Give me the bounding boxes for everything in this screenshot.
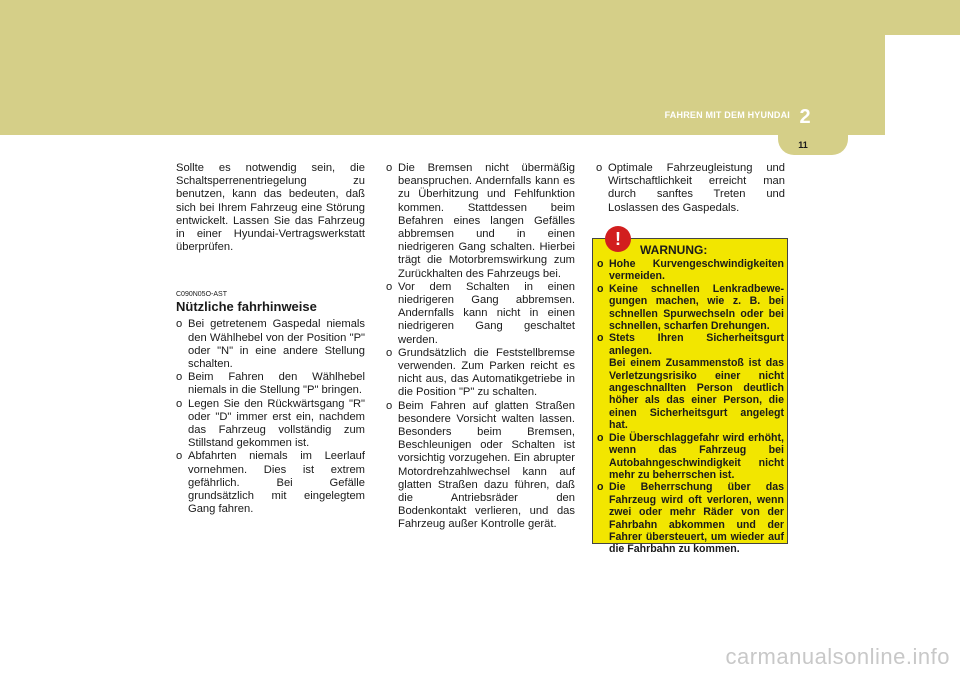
warning-item-text: Hohe Kurvengeschwindigkeiten vermeiden. xyxy=(609,258,784,283)
bullet-mark: o xyxy=(597,481,604,494)
bullet-mark: o xyxy=(386,162,393,174)
header-cutout xyxy=(885,35,960,135)
column-2 xyxy=(386,162,575,532)
bullet-mark: o xyxy=(597,431,604,444)
warning-item xyxy=(597,283,784,333)
intro-paragraph: Sollte es notwendig sein, die Schaltsperrenentriegelung zu benutzen, kann das bedeuten, daß sich bei Ihrem Fahrzeug eine Störung entwickelt. Lassen Sie das Fahrzeug in einer Hyundai-Vertragswerkstatt überprüfen. xyxy=(176,162,365,254)
list-item-text: Abfahrten niemals im Leerlauf vornehmen. Dies ist extrem gefährlich. Bei Gefälle grundsätzlich mit eingelegtem Gang fahren. xyxy=(188,450,365,516)
warning-item xyxy=(597,332,784,431)
list-item-text: Optimale Fahrzeugleistung und Wirtschaftlichkeit erreicht man durch sanftes Treten und Loslassen des Gaspedals. xyxy=(608,162,785,214)
bullet-mark: o xyxy=(176,318,183,331)
list-item xyxy=(596,162,785,215)
list-item xyxy=(176,398,365,451)
list-item xyxy=(176,450,365,516)
tips-list-continued xyxy=(386,162,575,532)
watermark: carmanualsonline.info xyxy=(725,644,950,669)
section-code: C090N05O-AST xyxy=(176,291,227,299)
tips-list-end xyxy=(596,162,785,215)
list-item xyxy=(176,371,365,397)
list-item xyxy=(386,162,575,281)
warning-item-text: Keine schnellen Lenkradbewe-gungen machen, wie z. B. bei schnellen Spurwechseln oder bei schnellen, scharfen Drehungen. xyxy=(609,282,784,333)
bullet-mark: o xyxy=(597,258,604,270)
list-item-text: Die Bremsen nicht übermäßig beanspruchen. Andernfalls kann es zu Überhitzung und Fehlfunktion kommen. Stattdessen beim Befahren eines langen Gefälles abbremsen und in einen niedrigeren Gang schalten. Hierbei trägt die Motorbremswirkung zum Zurückhalten des Fahrzeugs bei. xyxy=(398,162,575,280)
bullet-mark: o xyxy=(386,399,393,412)
warning-item-text: Die Überschlaggefahr wird erhöht, wenn das Fahrzeug bei Autobahngeschwindigkeit nicht mehr zu beherrschen ist. xyxy=(609,431,784,481)
bullet-mark: o xyxy=(596,162,603,174)
bullet-mark: o xyxy=(597,332,604,345)
list-item-text: Legen Sie den Rückwärtsgang "R" oder "D" immer erst ein, nachdem das Fahrzeug vollständig zum Stillstand gekommen ist. xyxy=(188,397,365,450)
list-item-text: Grundsätzlich die Feststellbremse verwenden. Zum Parken reicht es nicht aus, das Automatikgetriebe in die Position "P" zu schalten. xyxy=(398,346,575,399)
list-item-text: Beim Fahren den Wählhebel niemals in die Stellung "P" bringen. xyxy=(188,371,365,397)
bullet-mark: o xyxy=(386,280,393,293)
column-3 xyxy=(596,162,785,215)
bullet-mark: o xyxy=(597,282,604,295)
list-item xyxy=(386,347,575,400)
chapter-number: 2 xyxy=(799,106,811,128)
list-item-text: Vor dem Schalten in einen niedrigeren Gang abbremsen. Andernfalls kann nicht in einen niedrigeren Gang geschaltet werden. xyxy=(398,280,575,346)
bullet-mark: o xyxy=(176,450,183,463)
tips-list xyxy=(176,318,365,516)
warning-icon: ! xyxy=(605,226,631,252)
warning-item xyxy=(597,258,784,283)
bullet-mark: o xyxy=(176,397,183,410)
list-item-text: Beim Fahren auf glatten Straßen besondere Vorsicht walten lassen. Besonders beim Bremsen, Beschleunigen oder Schalten ist vorsichtig vorzugehen. Ein abrupter Motordrehzahlwechsel kann auf glatten Straßen dazu führen, daß die Antriebsräder den Bodenkontakt verlieren, und das Fahrzeug außer Kontrolle gerät. xyxy=(398,399,575,531)
page-number: 11 xyxy=(798,140,808,150)
column-1 xyxy=(176,162,365,516)
chapter-title: FAHREN MIT DEM HYUNDAI xyxy=(664,110,790,120)
bullet-mark: o xyxy=(386,346,393,359)
warning-list xyxy=(597,258,784,556)
warning-item-text: Stets Ihren Sicherheitsgurt anlegen. xyxy=(609,332,784,357)
list-item-text: Bei getretenem Gaspedal niemals den Wählhebel von der Position "P" oder "N" in eine andere Stellung schalten. xyxy=(188,318,365,371)
warning-item xyxy=(597,481,784,555)
warning-item-subtext: Bei einem Zusammenstoß ist das Verletzungsrisiko einer nicht angeschnallten Person deutlich höher als das einer Person, die einen Sicherheitsgurt angelegt hat. xyxy=(609,357,784,432)
warning-item-text: Die Beherrschung über das Fahrzeug wird oft verloren, wenn zwei oder mehr Räder von der Fahrbahn abkommen und der Fahrer übersteuert, um wieder auf die Fahrbahn zu kommen. xyxy=(609,481,784,556)
warning-title: WARNUNG: xyxy=(640,243,708,257)
section-title: Nützliche fahrhinweise xyxy=(176,299,317,315)
list-item xyxy=(176,318,365,371)
warning-item xyxy=(597,432,784,482)
bullet-mark: o xyxy=(176,371,183,384)
list-item xyxy=(386,400,575,532)
list-item xyxy=(386,281,575,347)
